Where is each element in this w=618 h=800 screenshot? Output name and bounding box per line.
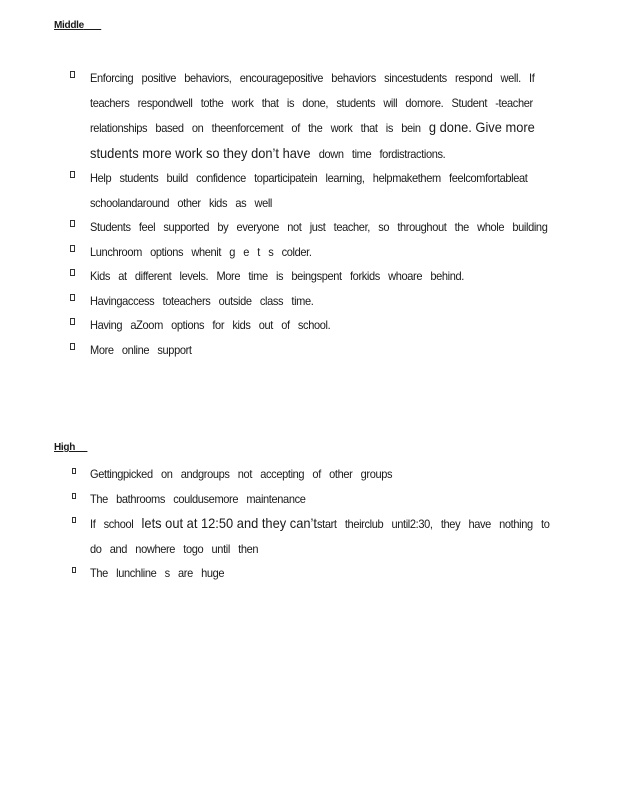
list-item-text-tail: start theirclub until2:30, they have nothing to do and nowhere togo until then bbox=[90, 517, 550, 556]
list-item-text: Students feel supported by everyone not just teacher, so throughout the whole building bbox=[90, 220, 548, 234]
list-item-text: The bathrooms couldusemore maintenance bbox=[90, 491, 306, 506]
bullet-icon bbox=[70, 318, 75, 325]
list-item-text: Gettingpicked on andgroups not accepting of other groups bbox=[90, 467, 393, 481]
bullet-icon bbox=[70, 71, 75, 78]
list-item-text: Kids at different levels. More time is beingspent forkids whoare behind. bbox=[90, 269, 464, 283]
list-item bbox=[70, 166, 570, 215]
bullet-icon bbox=[70, 245, 75, 252]
list-item bbox=[70, 215, 570, 240]
list-item-text: Lunchroom options whenit g e t s colder. bbox=[90, 244, 312, 259]
list-item bbox=[70, 240, 570, 265]
list-item-text: The lunchline s are huge bbox=[90, 566, 225, 580]
list-item bbox=[70, 338, 570, 363]
list-item-text-large: g done. Give more students more work so they don’t have bbox=[90, 119, 535, 161]
bullet-icon bbox=[72, 468, 76, 474]
section-heading-high: High bbox=[54, 442, 76, 453]
list-item bbox=[70, 66, 570, 166]
list-item-text: If school bbox=[90, 517, 134, 531]
list-item bbox=[70, 487, 570, 512]
bullet-icon bbox=[70, 171, 75, 178]
bullet-icon bbox=[70, 269, 75, 276]
bullet-icon bbox=[70, 343, 75, 350]
list-item bbox=[70, 511, 570, 561]
list-item-text: Enforcing positive behaviors, encouragepositive behaviors sincestudents respond well. If teachers respondwell tothe work that is done, students will domore. Student -teacher relationships based on theenforcement of the work that is bein bbox=[90, 71, 535, 135]
bullet-icon bbox=[72, 517, 76, 523]
high-list bbox=[70, 462, 570, 586]
section-heading-middle: Middle bbox=[54, 20, 84, 31]
bullet-icon bbox=[70, 294, 75, 301]
list-item bbox=[70, 313, 570, 338]
list-item-text-large: lets out at 12:50 and they can’t bbox=[141, 515, 317, 531]
list-item-text: More online support bbox=[90, 342, 192, 357]
list-item bbox=[70, 561, 570, 586]
list-item-text: Help students build confidence toparticipatein learning, helpmakethem feelcomfortableat schoolandaround other kids as well bbox=[90, 171, 528, 210]
list-item bbox=[70, 264, 570, 289]
bullet-icon bbox=[72, 567, 76, 573]
bullet-icon bbox=[70, 220, 75, 227]
list-item-text-tail: down time fordistractions. bbox=[318, 146, 446, 161]
list-item-text: Having aZoom options for kids out of school. bbox=[90, 318, 331, 332]
bullet-icon bbox=[72, 493, 76, 499]
list-item-text: Havingaccess toteachers outside class time. bbox=[90, 293, 314, 308]
list-item bbox=[70, 289, 570, 314]
list-item bbox=[70, 462, 570, 487]
middle-list bbox=[70, 66, 570, 362]
